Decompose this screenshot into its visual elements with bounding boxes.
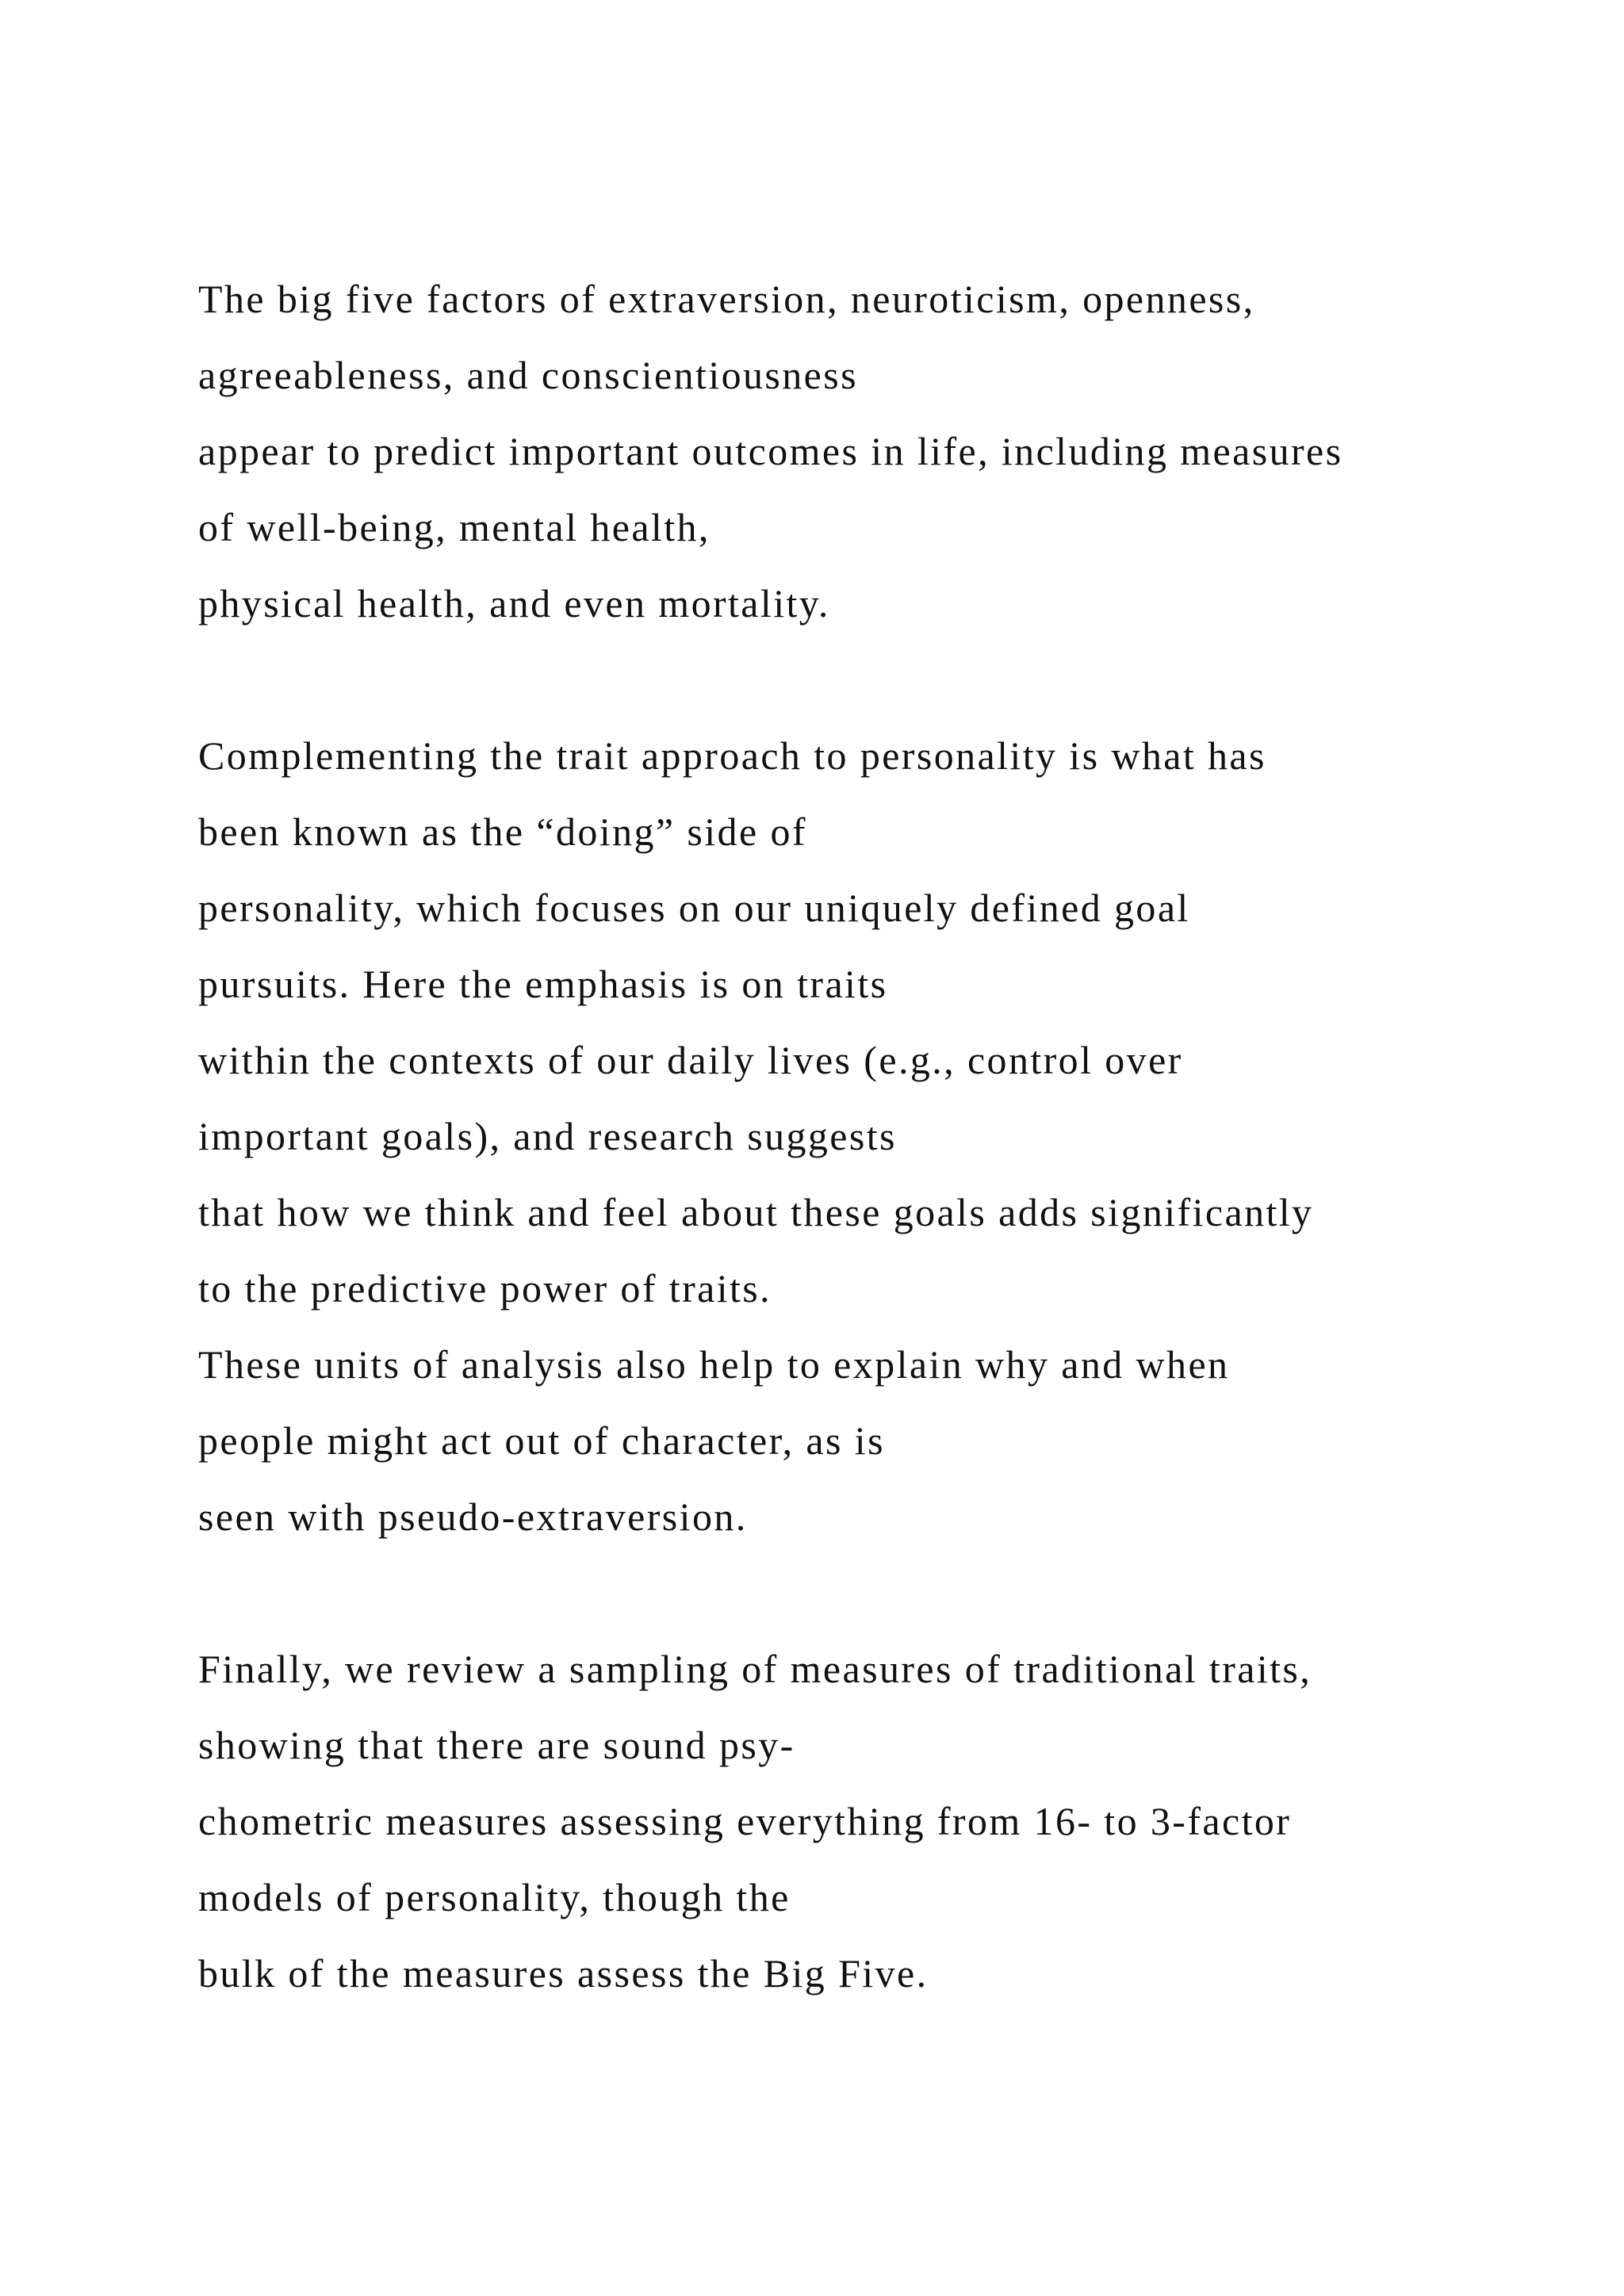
text-line: important goals), and research suggests <box>198 1114 897 1158</box>
text-line: The big five factors of extraversion, neuroticism, openness, <box>198 277 1255 321</box>
document-body <box>198 261 1594 2011</box>
text-line: bulk of the measures assess the Big Five. <box>198 1951 929 1996</box>
text-line: showing that there are sound psy- <box>198 1723 795 1767</box>
paragraph <box>198 1631 1594 2011</box>
paragraph-spacer <box>198 641 1594 718</box>
text-line: appear to predict important outcomes in life, including measures <box>198 429 1343 473</box>
paragraph-spacer <box>198 1555 1594 1631</box>
text-line: models of personality, though the <box>198 1875 791 1919</box>
text-line: of well-being, mental health, <box>198 505 710 549</box>
text-line: agreeableness, and conscientiousness <box>198 353 858 397</box>
paragraph <box>198 718 1594 1555</box>
text-line: chometric measures assessing everything from 16- to 3-factor <box>198 1799 1292 1843</box>
text-line: personality, which focuses on our uniquely defined goal <box>198 886 1190 930</box>
text-line: been known as the “doing” side of <box>198 809 807 854</box>
text-line: within the contexts of our daily lives (e.g., control over <box>198 1038 1183 1082</box>
text-line: physical health, and even mortality. <box>198 581 830 626</box>
text-line: that how we think and feel about these goals adds significantly <box>198 1190 1314 1234</box>
text-line: people might act out of character, as is <box>198 1418 885 1463</box>
text-line: seen with pseudo-extraversion. <box>198 1494 748 1539</box>
text-line: to the predictive power of traits. <box>198 1266 772 1311</box>
text-line: These units of analysis also help to explain why and when <box>198 1342 1230 1387</box>
paragraph <box>198 261 1594 641</box>
text-line: Finally, we review a sampling of measures of traditional traits, <box>198 1647 1312 1691</box>
text-line: Complementing the trait approach to personality is what has <box>198 733 1266 778</box>
text-line: pursuits. Here the emphasis is on traits <box>198 962 888 1006</box>
